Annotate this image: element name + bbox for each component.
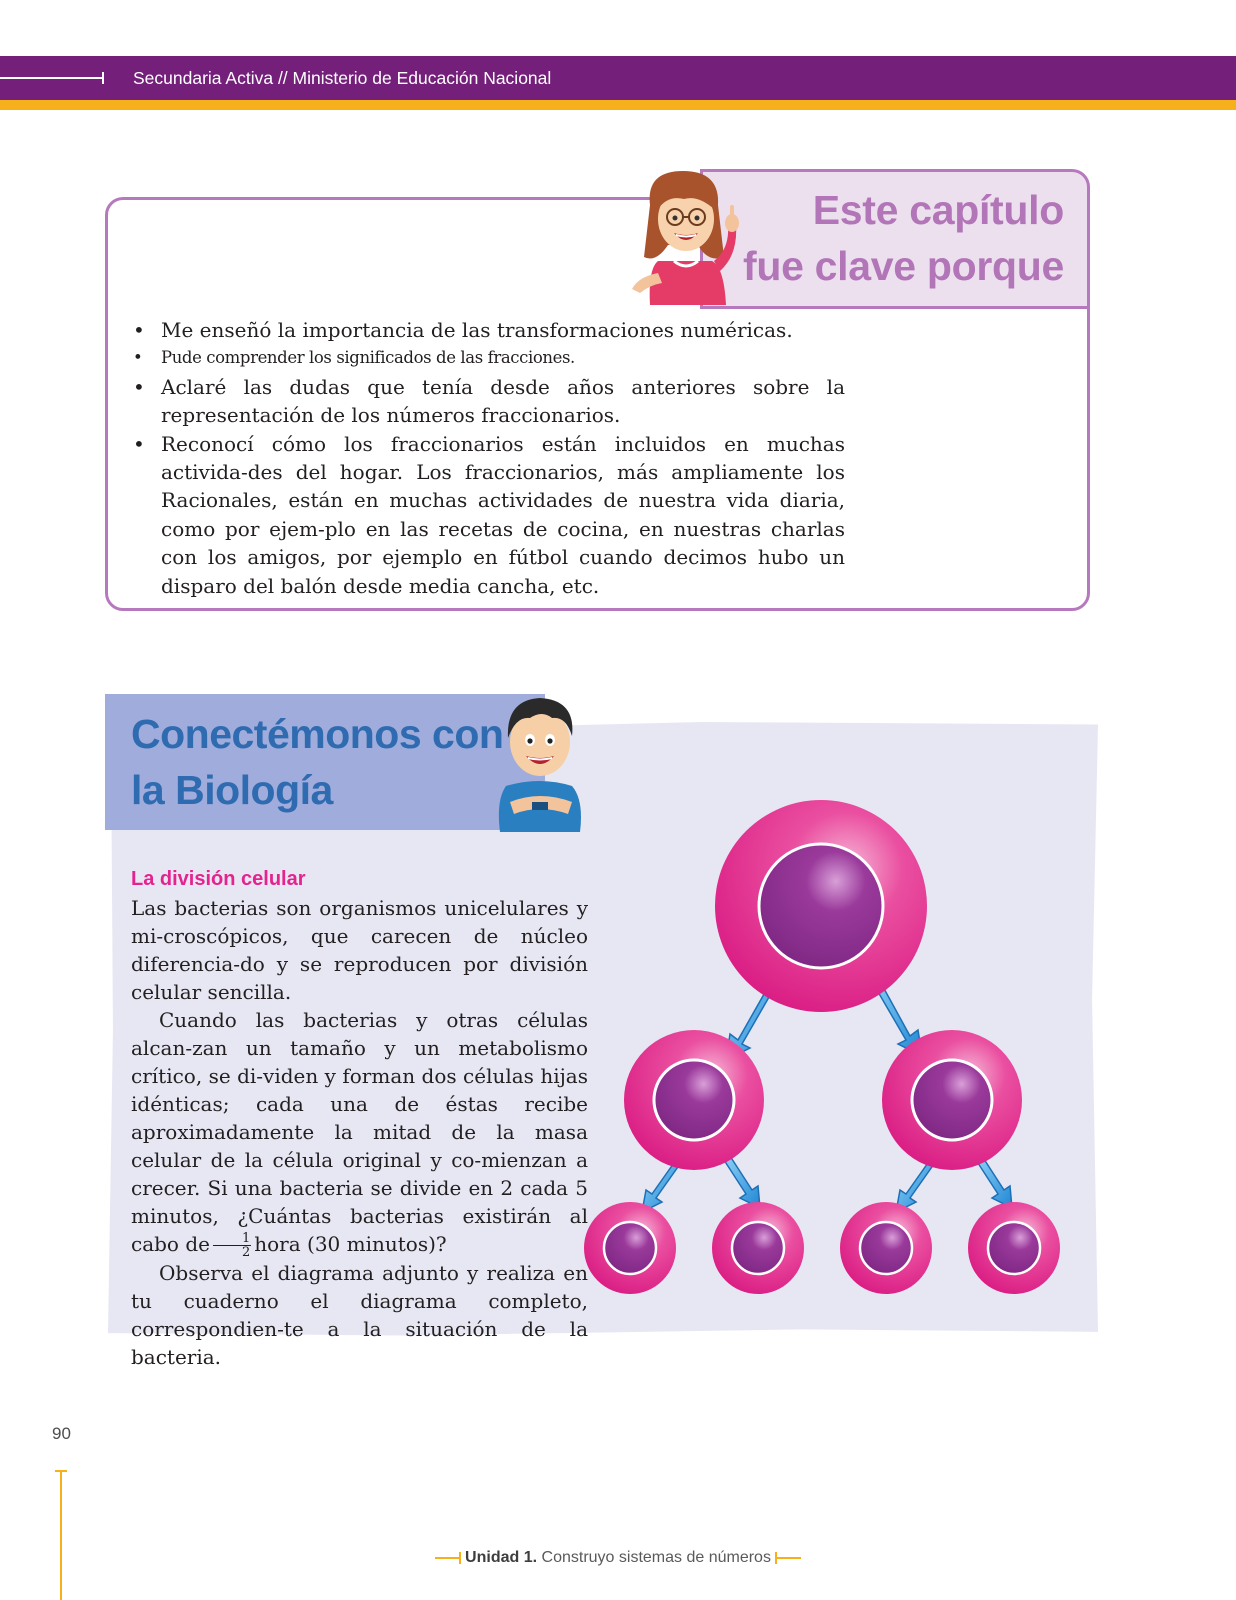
list-item-text: Me enseñó la importancia de las transformaciones numéricas. xyxy=(161,318,793,342)
daughter-cell xyxy=(882,1030,1022,1170)
bullet-icon: • xyxy=(133,374,145,399)
teacher-character-icon xyxy=(628,165,748,305)
paragraph-text: hora (30 minutos)? xyxy=(254,1232,447,1256)
biology-title xyxy=(131,706,503,818)
fraction xyxy=(213,1232,251,1259)
fraction-denominator: 2 xyxy=(241,1245,251,1260)
list-item xyxy=(133,344,845,372)
granddaughter-cell xyxy=(840,1202,932,1294)
arrow-icon xyxy=(642,1160,680,1212)
list-item-text: Reconocí cómo los fraccionarios están incluidos en muchas activida-des del hogar. Los fraccionarios, más ampliamente los Racionales, están en muchas actividades de nuestra vida diaria, como por ejem-plo en las recetas de cocina, en nuestras charlas con los amigos, por ejemplo en fútbol cuando decimos hubo un disparo del balón desde media cancha, etc. xyxy=(161,431,845,598)
arrow-icon xyxy=(896,1160,934,1212)
header-rule xyxy=(0,77,104,79)
list-item xyxy=(133,316,845,344)
student-character-icon xyxy=(492,690,588,832)
granddaughter-cell xyxy=(584,1202,676,1294)
unit-label: Unidad 1. xyxy=(465,1549,538,1566)
arrow-icon xyxy=(976,1156,1012,1208)
page-number: 90 xyxy=(52,1424,71,1443)
biology-text xyxy=(131,894,588,1371)
chapter-key-title-line2: fue clave porque xyxy=(742,243,1064,289)
granddaughter-cell xyxy=(712,1202,804,1294)
mother-cell xyxy=(715,800,927,1012)
list-item-text: Pude comprender los significados de las fracciones. xyxy=(161,348,575,368)
paragraph: Observa el diagrama adjunto y realiza en tu cuaderno el diagrama completo, correspondien-te a la situación de la bacteria. xyxy=(131,1261,588,1369)
bullet-icon: • xyxy=(133,348,143,368)
fraction-numerator: 1 xyxy=(213,1232,251,1246)
bullet-icon: • xyxy=(133,431,145,456)
chapter-key-title xyxy=(700,182,1064,294)
list-item xyxy=(133,373,845,430)
header-stripe xyxy=(0,100,1236,110)
unit-title: Construyo sistemas de números xyxy=(541,1549,771,1566)
biology-title-line1: Conectémonos con xyxy=(131,711,504,757)
chapter-key-list xyxy=(133,316,845,600)
footer-rule-right xyxy=(775,1557,801,1559)
chapter-key-title-line1: Este capítulo xyxy=(812,187,1064,233)
side-rule-tick xyxy=(55,1470,67,1472)
running-title: Secundaria Activa // Ministerio de Educación Nacional xyxy=(133,68,552,88)
list-item xyxy=(133,430,845,600)
footer xyxy=(0,1546,1236,1570)
cell-division-diagram xyxy=(580,798,1092,1310)
footer-rule-left xyxy=(435,1557,461,1559)
daughter-cell xyxy=(624,1030,764,1170)
bullet-icon: • xyxy=(133,318,145,342)
list-item-text: Aclaré las dudas que tenía desde años anteriores sobre la representación de los números fraccionarios. xyxy=(161,374,845,428)
header-rule-tick xyxy=(102,72,104,84)
paragraph-text: Cuando las bacterias y otras células alcan-zan un tamaño y un metabolismo crítico, se di-viden y forman dos células hijas idénticas; cada una de éstas recibe aproximadamente la mitad de la masa celular de la célula original y co-mienzan a crecer. Si una bacteria se divide en 2 cada 5 minutos, ¿Cuántas bacterias existirán al cabo de xyxy=(131,1008,588,1256)
biology-title-line2: la Biología xyxy=(131,767,333,813)
side-rule xyxy=(60,1470,62,1600)
paragraph xyxy=(131,1006,588,1259)
arrow-icon xyxy=(724,1156,760,1208)
granddaughter-cell xyxy=(968,1202,1060,1294)
section-subtitle: La división celular xyxy=(131,868,306,890)
paragraph: Las bacterias son organismos unicelulares y mi-croscópicos, que carecen de núcleo diferencia-do y se reproducen por división celular sencilla. xyxy=(131,896,588,1004)
